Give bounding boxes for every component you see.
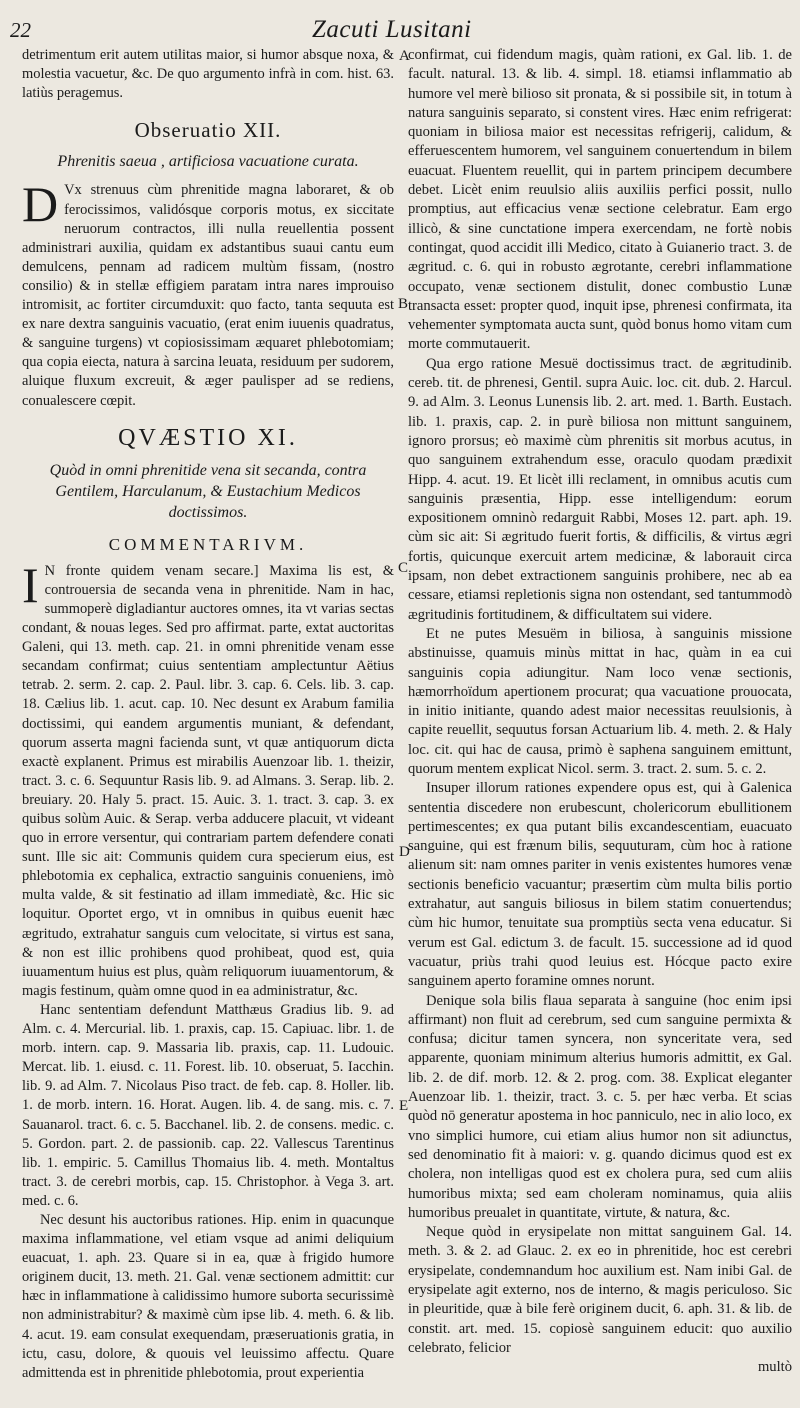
margin-letter-e: E [399, 1098, 409, 1114]
commentary-paragraph-1 [22, 556, 394, 1001]
commentary-paragraph-3: Nec desunt his auctoribus rationes. Hip. enim in quacunque maxima inflammatione, vel etiam vsque ad animi deliquium euacuat, 1. aph. 23. Quare si in ea, quæ à frigido humore originem ducit, 13. meth. 21. Gal. venæ sectionem admittit: cur hæc in inflammatione à calidissimo humore suborta securissimè non administrabitur? & maximè cùm ipse lib. 4. meth. 6. & lib. 4. acut. 19. eam consulat exequendam, præseruationis gratia, in ictu, casu, dolore, & quouis vel leuissimo affectu. Quare admittenda est in phrenitide phlebotomia, prout experientia [22, 1211, 394, 1381]
margin-letter-d: D [399, 844, 410, 860]
question-heading: QVÆSTIO XI. [118, 424, 298, 451]
observation-text: Vx strenuus cùm phrenitide magna laboraret, & ob ferocissimos, validósque corporis motus, ex siccitate neruorum contractos, illi nulla reuellentia possent administrari auxilia, quidam ex adstantibus suaui cantu eum demulcens, pennam ad radicem multùm fissam, (nostro consilio) & in stellæ effigiem paratam intra nares improuiso intromisit, ac fortiter circumduxit: quo facto, tanta sequuta est ex nare dextra sanguinis vacuatio, (erat enim iuuenis quadratus, & sanguine turgens) vt copiosissimam æquaret phlebotomiam; qua copia eiecta, natura à sarcina leuata, residuum per sudorem, aluique fluxum excreuit, & æger paulisper ad se rediens, conualescere cœpit. [22, 182, 394, 409]
observation-title: Phrenitis saeua , artificiosa vacuatione curata. [57, 153, 359, 171]
margin-letter-a: A [399, 48, 410, 64]
right-column [408, 46, 792, 1377]
commentary-text-1: N fronte quidem venam secare.] Maxima lis est, & controuersia de secanda vena in phrenitide. Nam in hac, summoperè digladiantur auctores omnes, ita vt varias sectas condant, & nouas leges. Sed pro affirmat. parte, extat auctoritas Galeni, qui 13. meth. cap. 21. in omni phrenitide venam esse secandam confirmat; cuius sententiam amplectuntur Aëtius tetrab. 2. serm. 2. cap. 2. Paul. libr. 3. cap. 6. Cels. lib. 3. cap. 18. Cælius lib. 1. acut. cap. 10. Nec desunt ex Arabum familia doctissimi, qui eandem argumentis muniant, & defendant, quorum asserta magni facienda sunt, vt quæ antiquorum dicta exactè explanent. Primus est mirabilis Auenzoar lib. 1. theizir, tract. 3. c. 6. Sequuntur Rasis lib. 9. ad Almans. 3. Serap. lib. 2. breuiary. 20. Haly 5. pract. 15. Auic. 3. 1. tract. 3. cap. 3. ex quibus solùm Auic. & Serap. verba adducere placuit, vt videant quo in errore versentur, qui contrariam partem defendere conati sunt. Ille sic ait: Communis quidem cura specierum eius, est phlebotomia ex cephalica, extractio sanguinis conueniens, imò multa valde, & sit festinatio ad illam immediatè, &c. Hic sic loquitur. Oportet ergo, vt in omnibus in quibus euenit hæc ægritudo, extrahatur sanguis cum velocitate, si virtus est sana, & non est illic prohibens quod prohibeat, quod est, quia iuuamentum huius est plus, quàm reliquorum iuuamentorum, & magis festinum, quàm omne quod in ea administratur, &c. [22, 562, 394, 999]
right-paragraph-4: Insuper illorum rationes expendere opus est, qui à Galenica sententia discedere non erubescunt, cholericorum ebullitionem pertimescentes; ex qua putant bilis excandescentiam, euacuato sanguine, qui est frænum bilis, sequuturam, cùm hoc à ratione alienum sit: nam omnes pariter in venis existentes humores venæ sectionis beneficio vacuantur; præsertim cùm multa bilis portio extrahatur, aut sanguis biliosus in bilem statim conuertendus; cùm hic humor, tenuitate sua promptiùs secta vena educatur. Si verum est Gal. edictum 3. de facult. 15. successione ad id quod vacuatur, priùs trahi quod leuius est. Hócque pacto exire sanguinem aperto foramine omnes norunt. [408, 780, 792, 990]
left-column [22, 46, 394, 1383]
observation-paragraph [22, 176, 394, 410]
question-title: Quòd in omni phrenitide vena sit secanda, contra Gentilem, Harculanum, & Eustachium Medicos doctissimos. [49, 461, 367, 521]
commentary-heading: COMMENTARIVM. [108, 534, 308, 554]
right-paragraph-3: Et ne putes Mesuëm in biliosa, à sanguinis missione abstinuisse, quamuis minùs mittat in hac, quàm in ea cui sanguinis copia adiungitur. Nam loco venæ sectionis, hæmorrhoïdum apertionem procurat; qua vacuatione prouocata, in initio initiante, quando adest maior necessitas reuulsionis, à capite reuellit, sequutus forsan Actuarium lib. 4. meth. 2. & Haly loc. cit. qui hac de causa, primò è saphena sanguinem emittunt, quorum mentem explicat Nicol. serm. 3. tract. 2. sum. 5. c. 2. [408, 625, 792, 777]
commentary-paragraph-2: Hanc sententiam defendunt Matthæus Gradius lib. 9. ad Alm. c. 4. Mercurial. lib. 1. praxis, cap. 15. Capiuac. libr. 1. de morb. intern. cap. 9. Massaria lib. praxis, cap. 11. Ludouic. Mercat. lib. 1. eiusd. c. 11. Forest. lib. 10. obseruat, 5. Iacchin. lib. 9. ad Alm. 7. Nicolaus Piso tract. de feb. cap. 8. Holler. lib. 1. de morb. intern. 16. Horat. Augen. lib. 4. de sang. mis. c. 7. Sauanarol. tract. 6. c. 5. Bacchanel. lib. 2. de consens. medic. c. 5. Gordon. part. 2. de passionib. cap. 22. Vallescus Tarentinus lib. 1. empiric. 5. Camillus Thomaius lib. 4. meth. Montaltus tract. 3. de cerebri morbis, cap. 15. Christophor. à Vega 3. art. med. c. 6. [22, 1001, 394, 1209]
drop-cap-d: D [22, 176, 59, 233]
right-paragraph-5: Denique sola bilis flaua separata à sanguine (hoc enim ipsi affirmant) non fluit ad cerebrum, sed cum sanguine permixta & confusa; dicitur tamen syncera, non synceritate vera, sed apparente, quoniam minimum alterius humoris admittit, ex Gal. lib. 2. de dif. morb. 12. & 2. prog. com. 38. Explicat eleganter Auenzoar lib. 1. theizir, tract. 3. c. 5. per hæc verba. Et scias quòd nō generatur apostema in hoc panniculo, nec in alio loco, ex vno simplici humore, cui etiam alius humor non sit adiunctus, sed denominatio fit à maiori: v. g. quando dicimus quod est ex cholera, non intelligas quod est ex cholera pura, sed cum aliis humoribus mixta; sed eam choleram nominamus, quia aliis humoribus preualet in quantitate, virtute, & natura, &c. [408, 992, 792, 1221]
page-number: 22 [10, 18, 31, 42]
margin-letter-b: B [398, 296, 409, 312]
margin-letter-c: C [398, 560, 409, 576]
running-head: Zacuti Lusitani [312, 16, 472, 43]
catchword: multò [757, 1359, 792, 1376]
right-paragraph-2: Qua ergo ratione Mesuë doctissimus tract. de ægritudinib. cereb. tit. de phrenesi, Gentil. supra Auic. loc. cit. dub. 2. Harcul. 9. ad Alm. 3. Leonus Lunensis lib. 2. art. med. 1. Barth. Eustach. lib. 1. praxis, cap. 2. in purè biliosa non mittunt sanguinem, ignoro prorsus; eò maximè cùm phrenitis sit morbus acutus, in quo sanguinem extrahendum esse, oraculo quodam prædixit Hipp. 4. acut. 19. Et licèt illi reclament, in omnibus acutis cum sanguinis præsentia, Hipp. esse intelligendum: eorum expositionem omninò redarguit Rabbi, Moses 12. part. aph. 19. cùm sic ait: Si ægritudo fuerit fortis, & difficilis, & virtus ægri fortis, quicunque exercuit artem medicinæ, & laborauit circa ipsam, non debet extractionem sanguinis prohibere, nec ab ea cessare, etiamsi repletionis signa non ostendant, sed tantummodò ægritudinis fortitudinem, & difficultatem sui videre. [408, 355, 792, 623]
drop-cap-i: I [22, 556, 39, 613]
observation-heading: Obseruatio XII. [134, 118, 282, 143]
intro-paragraph: detrimentum erit autem utilitas maior, si humor absque noxa, & molestia vacuetur, &c. De quo argumento infrà in com. hist. 63. latiùs peragemus. [22, 47, 394, 102]
right-paragraph-6: Neque quòd in erysipelate non mittat sanguinem Gal. 14. meth. 3. & 2. ad Glauc. 2. ex eo in phrenitide, hoc est cerebri erysipelate, condemnandum hoc auxilium est. Nam inibi Gal. de erysipelate agit externo, nos de interno, & magis periculoso. Sic in pleuritide, quæ à bile ferè originem ducit, 6. aph. 31. & lib. de constit. art. med. 15. copiosè sanguinem educit: quo auxilio celebrato, felicior [408, 1224, 792, 1356]
right-paragraph-1: confirmat, cui fidendum magis, quàm rationi, ex Gal. lib. 1. de facult. natural. 13. & lib. 4. simpl. 18. etiamsi inflammatio ab humore vel merè bilioso sit pronata, & si possibile sit, in totum à natura sanguinis separato, si constent vires. Hæc enim refrigerat: quoniam in biliosa maior est necessitas refrigerij, calidum, & efferuescentem humorem, vel sanguinem conuertendum in bilem euacuat. Fluentem reuellit, qui in partem principem decumbere debet. Licèt enim reuulsio aliis auxiliis perfici possit, nullo promptius, aut efficacius venæ sectione celebratur. Eam ergo illicò, & sine cunctatione impera exercendam, ne fortè nobis contingat, quod accidit illi Medico, citato à Guianerio tract. 3. de ægritud. c. 6. qui in robusto ægrotante, cerebri inflammatione occupato, venæ sectionem distulit, donec combustio Lunæ transacta esset: propter quod, inquit ipse, phrenesi confirmata, ita vehementer symptomata aucta sunt, quòd bonus homo vitam cum morte commutauerit. [408, 47, 792, 353]
